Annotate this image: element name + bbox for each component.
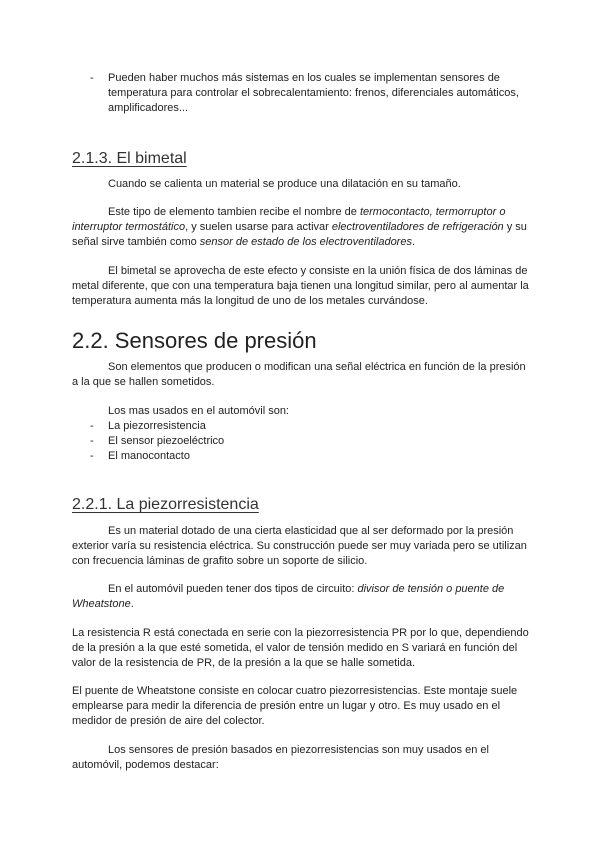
heading-bimetal: 2.1.3. El bimetal (72, 150, 187, 167)
text-run: . (411, 236, 416, 248)
text-run: . (130, 598, 134, 610)
bimetal-paragraph-2 (72, 205, 532, 250)
bimetal-paragraph-3: El bimetal se aprovecha de este efecto y consiste en la unión física de dos láminas de metal diferente, que con una temperatura baja tienen una longitud similar, pero al aumentar la temperatura aumenta más la longitud de uno de los metales curvándose. (72, 265, 529, 307)
list-item-piezorresistencia: La piezorresistencia (108, 420, 206, 432)
italic-term: divisor de tensión o puente de Wheatstone (72, 583, 505, 610)
text-run: Este tipo de elemento tambien recibe el nombre de (108, 206, 360, 218)
italic-term: sensor de estado de los electroventiladores (199, 236, 412, 248)
piezo-paragraph-4: El puente de Wheatstone consiste en colocar cuatro piezorresistencias. Este montaje suele emplearse para medir la diferencia de presión entre un lugar y otro. Es muy usado en el medidor de presión de aire del colector. (72, 685, 518, 727)
text-run: En el automóvil pueden tener dos tipos de circuito: (108, 583, 358, 595)
bullet-marker: - (90, 72, 94, 84)
text-run: , y suelen usarse para activar (185, 221, 332, 233)
intro-bullet-text: Pueden haber muchos más sistemas en los cuales se implementan sensores de temperatura para controlar el sobrecalentamiento: frenos, diferenciales automáticos, amplificadores... (108, 72, 519, 114)
text-run: y su señal sirve también como (72, 221, 527, 248)
heading-sensores-presion: 2.2. Sensores de presión (72, 328, 317, 353)
presion-list-intro: Los mas usados en el automóvil son: (108, 405, 289, 417)
presion-paragraph-1: Son elementos que producen o modifican una señal eléctrica en función de la presión a la que se hallen sometidos. (72, 361, 526, 388)
heading-piezorresistencia: 2.2.1. La piezorresistencia (72, 496, 259, 513)
list-item-manocontacto: El manocontacto (108, 450, 190, 462)
bimetal-paragraph-1: Cuando se calienta un material se produce una dilatación en su tamaño. (108, 178, 461, 190)
bullet-marker: - (90, 435, 94, 447)
bullet-marker: - (90, 450, 94, 462)
piezo-paragraph-3: La resistencia R está conectada en serie con la piezorresistencia PR por lo que, dependiendo de la presión a la que esté sometida, el valor de tensión medido en S variará en función del valor de la resistencia de PR, de la presión a la que se halle sometida. (72, 627, 529, 669)
piezo-paragraph-5: Los sensores de presión basados en piezorresistencias son muy usados en el automóvil, podemos destacar: (72, 744, 489, 771)
bullet-marker: - (90, 420, 94, 432)
italic-term: electroventiladores de refrigeración (331, 221, 504, 233)
list-item-piezoelectrico: El sensor piezoeléctrico (108, 435, 225, 447)
piezo-paragraph-1: Es un material dotado de una cierta elasticidad que al ser deformado por la presión exterior varía su resistencia eléctrica. Su construcción puede ser muy variada pero se utilizan con frecuencia láminas de grafito sobre un soporte de silicio. (72, 525, 527, 567)
italic-term: termocontacto, termorruptor o interruptor termostático (72, 206, 506, 233)
piezo-paragraph-2 (72, 582, 532, 612)
